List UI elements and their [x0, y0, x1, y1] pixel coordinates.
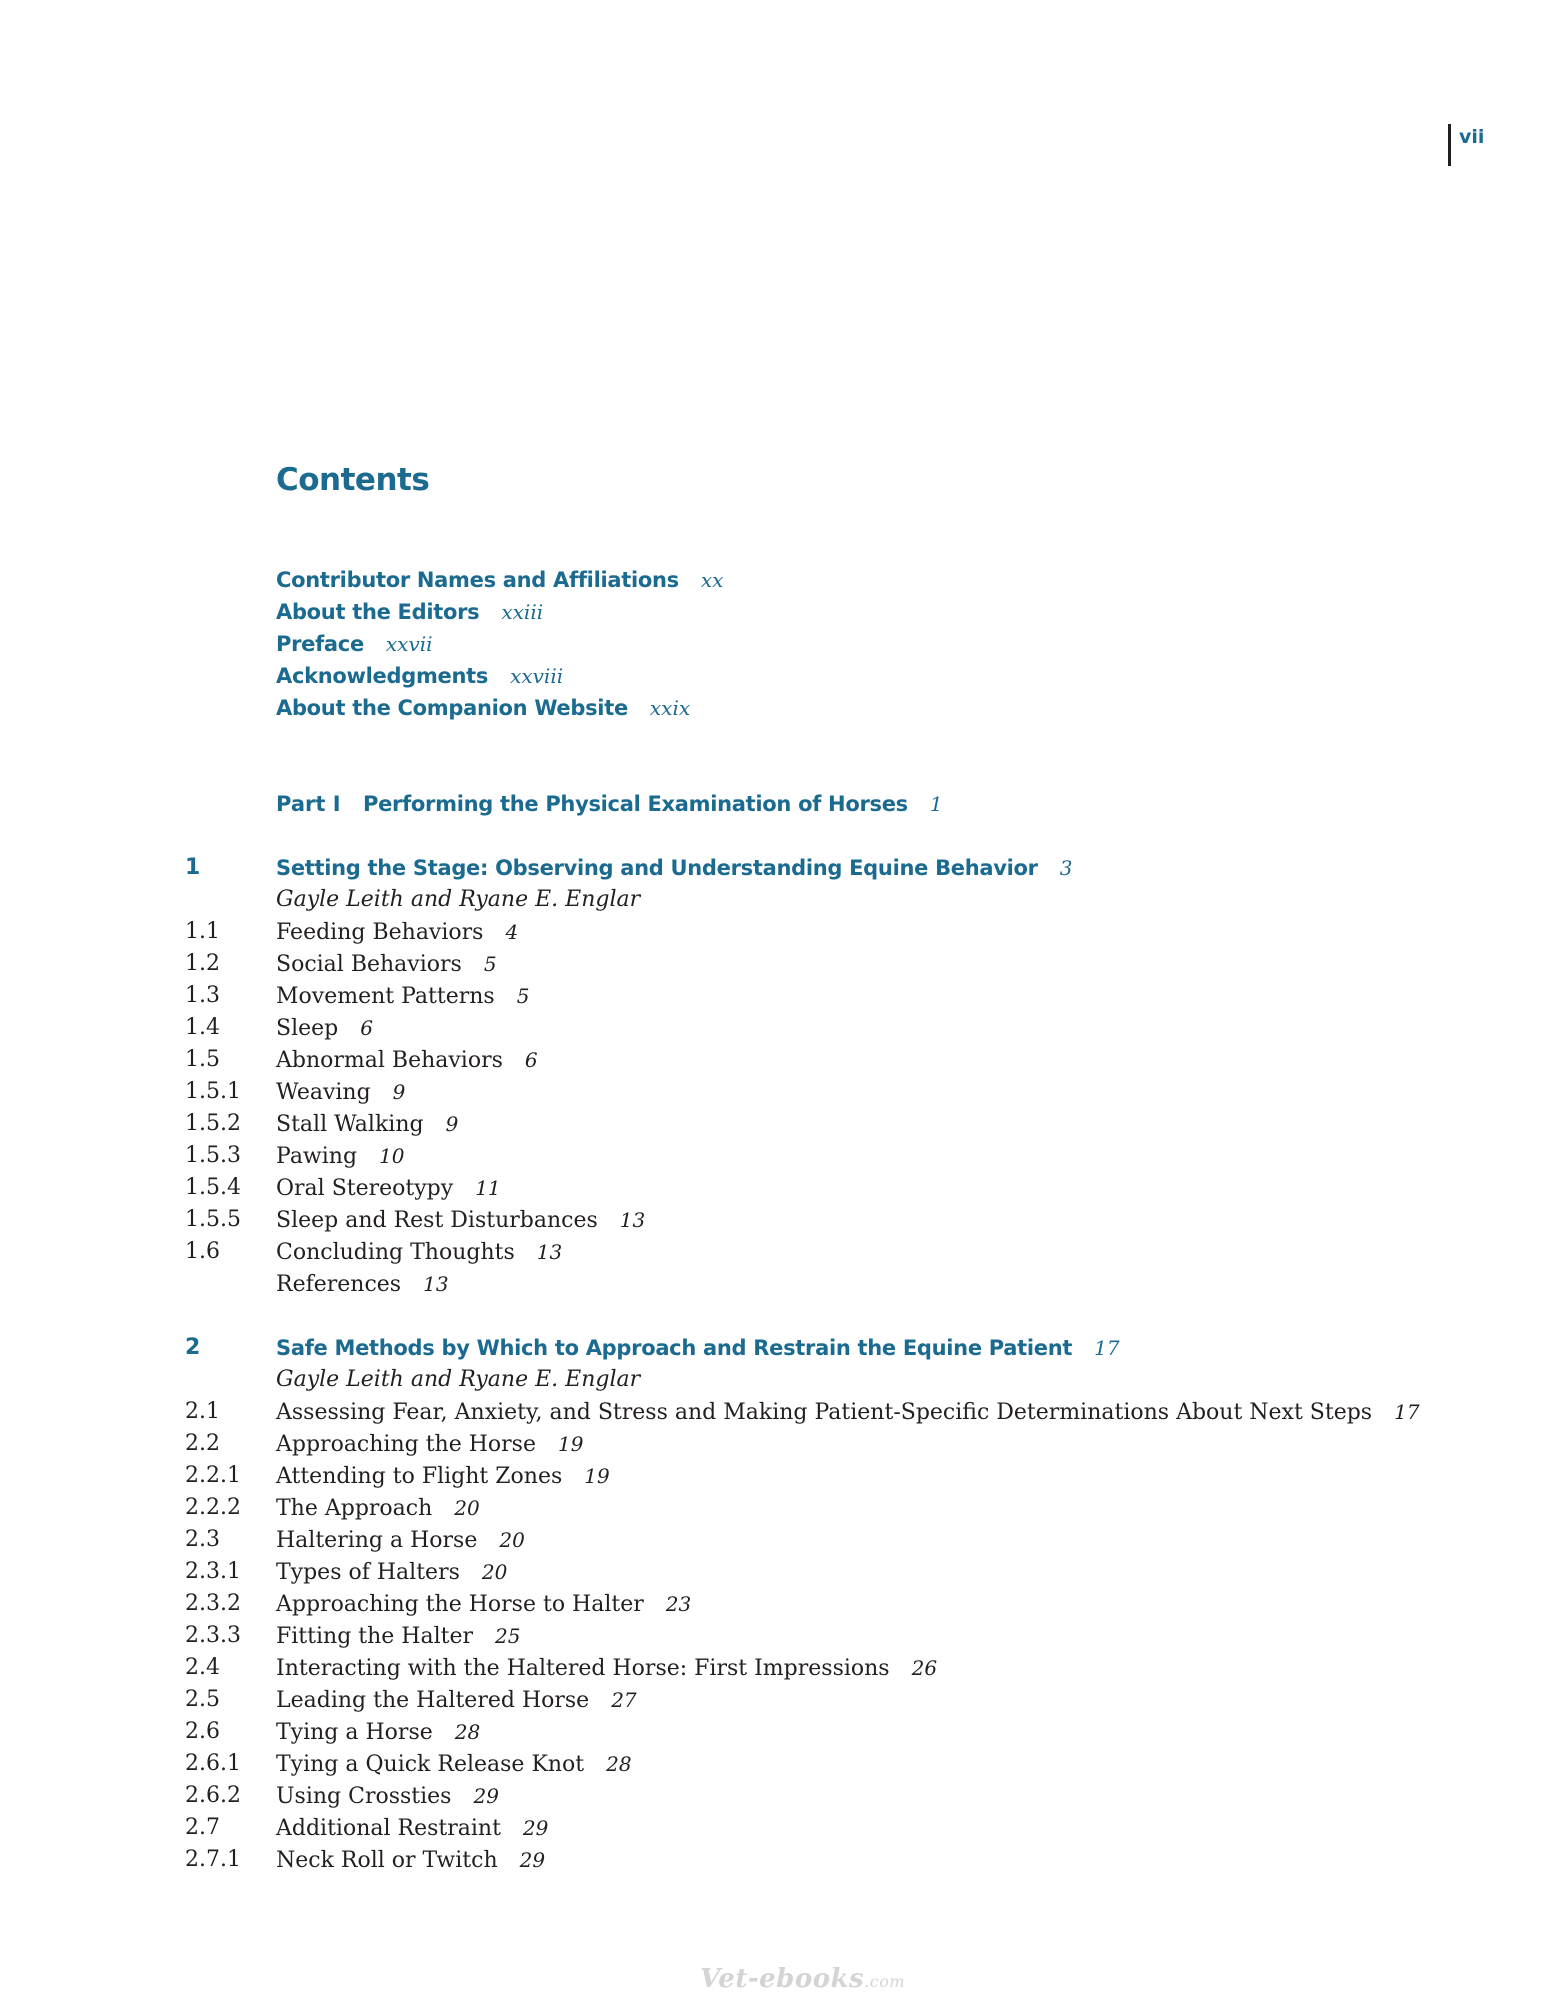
toc-entry-body	[276, 564, 723, 597]
section-number: 2.7.1	[185, 1847, 241, 1872]
section-body	[276, 1620, 520, 1653]
section-number: 1.1	[185, 919, 220, 944]
section-page: 19	[557, 1432, 584, 1456]
section-number: 1.5.1	[185, 1079, 241, 1104]
section-title[interactable]: Abnormal Behaviors	[276, 1048, 503, 1073]
section-body	[276, 1204, 645, 1237]
section-number: 1.5.5	[185, 1207, 241, 1232]
toc-entry-body	[276, 596, 543, 629]
toc-entry-title[interactable]: Preface	[276, 632, 364, 656]
section-page: 20	[499, 1528, 525, 1552]
section-page: 11	[475, 1176, 501, 1200]
section-page: 27	[611, 1688, 637, 1712]
section-body	[276, 1524, 525, 1557]
chapter-number: 2	[185, 1335, 201, 1360]
section-number: 1.5.2	[185, 1111, 241, 1136]
toc-entry-page: xx	[700, 568, 724, 592]
section-title[interactable]: The Approach	[276, 1496, 433, 1521]
section-body	[276, 1236, 562, 1269]
section-title[interactable]: Interacting with the Haltered Horse: First Impressions	[276, 1656, 890, 1681]
toc-entry-title[interactable]: About the Companion Website	[276, 696, 628, 720]
section-number: 2.3	[185, 1527, 220, 1552]
section-title[interactable]: Types of Halters	[276, 1560, 460, 1585]
page-title: Contents	[276, 462, 430, 498]
section-title[interactable]: Weaving	[276, 1080, 371, 1105]
section-body	[276, 1556, 507, 1589]
section-title[interactable]: Using Crossties	[276, 1784, 452, 1809]
section-number: 2.4	[185, 1655, 220, 1680]
part-page: 1	[929, 792, 943, 816]
section-page: 10	[379, 1144, 405, 1168]
section-number: 2.1	[185, 1399, 220, 1424]
section-title[interactable]: Approaching the Horse	[276, 1432, 536, 1457]
toc-entry-title[interactable]: Acknowledgments	[276, 664, 489, 688]
section-page: 5	[516, 984, 530, 1008]
section-number: 1.2	[185, 951, 220, 976]
section-page: 4	[505, 920, 519, 944]
watermark-text: Vet-ebooks	[700, 1964, 865, 1994]
section-page: 25	[495, 1624, 521, 1648]
section-body	[276, 1428, 583, 1461]
section-title[interactable]: Tying a Horse	[276, 1720, 433, 1745]
section-body	[276, 1748, 632, 1781]
section-title[interactable]: Additional Restraint	[276, 1816, 501, 1841]
section-number: 2.2.2	[185, 1495, 241, 1520]
section-number: 2.2	[185, 1431, 220, 1456]
section-number: 2.6.1	[185, 1751, 241, 1776]
section-number: 1.6	[185, 1239, 220, 1264]
section-page: 13	[619, 1208, 646, 1232]
section-body	[276, 1108, 458, 1141]
section-page: 19	[584, 1464, 610, 1488]
section-page: 17	[1394, 1400, 1420, 1424]
section-number: 2.7	[185, 1815, 220, 1840]
section-page: 9	[392, 1080, 406, 1104]
section-title[interactable]: Feeding Behaviors	[276, 920, 484, 945]
section-page: 29	[522, 1816, 549, 1840]
section-page: 28	[454, 1720, 481, 1744]
section-title[interactable]: Pawing	[276, 1144, 358, 1169]
section-body	[276, 1268, 449, 1301]
section-body	[276, 1716, 480, 1749]
toc-entry-page: xxviii	[510, 664, 564, 688]
chapter-authors-text: Gayle Leith and Ryane E. Englar	[276, 887, 641, 912]
section-body	[276, 916, 518, 949]
toc-entry-page: xxiii	[501, 600, 544, 624]
part-heading-body	[276, 788, 943, 821]
section-body	[276, 1492, 480, 1525]
section-title[interactable]: References	[276, 1272, 402, 1297]
chapter-page: 17	[1094, 1336, 1120, 1360]
section-page: 6	[524, 1048, 538, 1072]
chapter-page: 3	[1059, 856, 1073, 880]
section-title[interactable]: Approaching the Horse to Halter	[276, 1592, 644, 1617]
section-title[interactable]: Social Behaviors	[276, 952, 462, 977]
section-page: 20	[454, 1496, 480, 1520]
section-number: 2.5	[185, 1687, 220, 1712]
toc-entry-body	[276, 660, 563, 693]
toc-entry-page: xxix	[649, 696, 691, 720]
section-number: 2.3.2	[185, 1591, 241, 1616]
section-body	[276, 1460, 610, 1493]
section-title[interactable]: Attending to Flight Zones	[276, 1464, 563, 1489]
section-number: 1.4	[185, 1015, 220, 1040]
section-number: 2.6	[185, 1719, 220, 1744]
part-label: Part I	[276, 792, 341, 816]
section-body	[276, 1844, 545, 1877]
section-body	[276, 1684, 637, 1717]
page-number: vii	[1459, 126, 1485, 148]
section-title[interactable]: Haltering a Horse	[276, 1528, 478, 1553]
section-page: 29	[473, 1784, 499, 1808]
section-title[interactable]: Sleep	[276, 1016, 339, 1041]
section-page: 29	[519, 1848, 546, 1872]
section-page: 23	[665, 1592, 692, 1616]
section-title[interactable]: Assessing Fear, Anxiety, and Stress and Making Patient-Specific Determinations About Next Steps	[276, 1400, 1373, 1425]
section-page: 6	[360, 1016, 373, 1040]
section-number: 2.2.1	[185, 1463, 241, 1488]
section-title[interactable]: Fitting the Halter	[276, 1624, 474, 1649]
chapter-heading-body	[276, 1332, 1120, 1365]
watermark-logo	[700, 1964, 905, 1994]
section-page: 20	[481, 1560, 508, 1584]
chapter-heading-body	[276, 852, 1072, 885]
section-number: 1.3	[185, 983, 220, 1008]
section-number: 1.5.3	[185, 1143, 241, 1168]
section-title[interactable]: Neck Roll or Twitch	[276, 1848, 498, 1873]
section-body	[276, 1396, 1420, 1429]
section-number: 1.5	[185, 1047, 220, 1072]
section-number: 1.5.4	[185, 1175, 241, 1200]
toc-entry-title[interactable]: Contributor Names and Affiliations	[276, 568, 679, 592]
section-title[interactable]: Sleep and Rest Disturbances	[276, 1208, 598, 1233]
section-body	[276, 948, 497, 981]
section-body	[276, 1140, 405, 1173]
section-page: 26	[911, 1656, 938, 1680]
section-body	[276, 1780, 499, 1813]
chapter-title[interactable]: Setting the Stage: Observing and Understanding Equine Behavior	[276, 856, 1038, 880]
section-body	[276, 1652, 937, 1685]
watermark-suffix: .com	[864, 1972, 906, 1991]
section-title[interactable]: Movement Patterns	[276, 984, 495, 1009]
section-title[interactable]: Oral Stereotypy	[276, 1176, 454, 1201]
section-page: 5	[483, 952, 497, 976]
section-body	[276, 980, 529, 1013]
section-number: 2.3.1	[185, 1559, 241, 1584]
toc-entry-body	[276, 692, 690, 725]
section-body	[276, 1588, 691, 1621]
section-page: 28	[606, 1752, 632, 1776]
section-body	[276, 1812, 548, 1845]
section-title[interactable]: Concluding Thoughts	[276, 1240, 515, 1265]
section-title[interactable]: Leading the Haltered Horse	[276, 1688, 590, 1713]
part-title[interactable]: Performing the Physical Examination of Horses	[363, 792, 908, 816]
toc-entry-title[interactable]: About the Editors	[276, 600, 480, 624]
section-page: 13	[536, 1240, 563, 1264]
section-page: 13	[423, 1272, 449, 1296]
section-body	[276, 1076, 405, 1109]
toc-entry-page: xxvii	[385, 632, 433, 656]
section-body	[276, 1172, 501, 1205]
section-title[interactable]: Stall Walking	[276, 1112, 424, 1137]
section-body	[276, 1012, 373, 1045]
section-number: 2.6.2	[185, 1783, 241, 1808]
chapter-title[interactable]: Safe Methods by Which to Approach and Restrain the Equine Patient	[276, 1336, 1073, 1360]
section-body	[276, 1044, 538, 1077]
page-number-marker	[1448, 124, 1484, 166]
chapter-number: 1	[185, 855, 201, 880]
section-title[interactable]: Tying a Quick Release Knot	[276, 1752, 585, 1777]
chapter-authors-text: Gayle Leith and Ryane E. Englar	[276, 1367, 641, 1392]
toc-entry-body	[276, 628, 433, 661]
section-number: 2.3.3	[185, 1623, 241, 1648]
section-page: 9	[445, 1112, 459, 1136]
